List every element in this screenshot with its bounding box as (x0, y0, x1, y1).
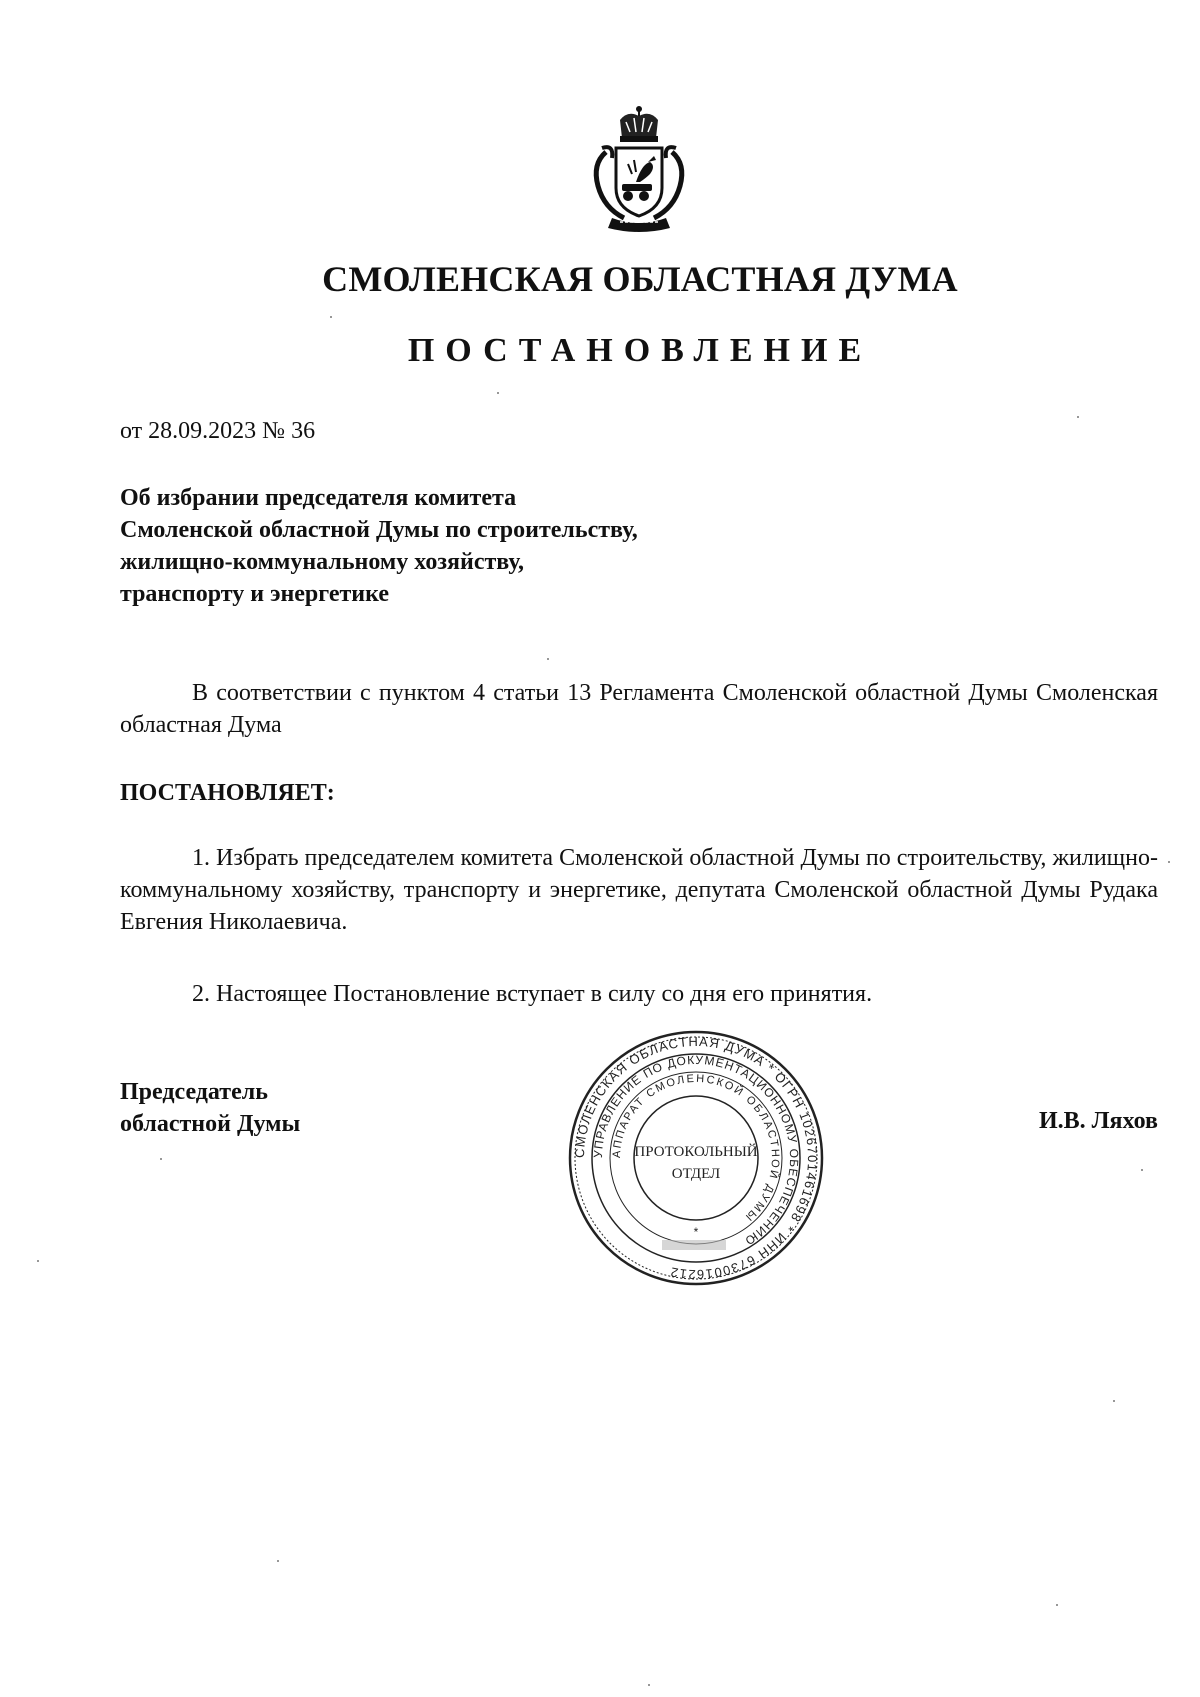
stamp-middle-text: УПРАВЛЕНИЕ ПО ДОКУМЕНТАЦИОННОМУ ОБЕСПЕЧЕНИЮ (590, 1052, 802, 1249)
signatory-title-line: Председатель (120, 1079, 268, 1105)
resolution-item-2: 2. Настоящее Постановление вступает в силу со дня его принятия. (192, 981, 873, 1007)
stamp-center-line: ОТДЕЛ (671, 1166, 721, 1182)
stamp-center-line: ПРОТОКОЛЬНЫЙ (634, 1144, 758, 1160)
document-date-number: от 28.09.2023 № 36 (120, 418, 316, 444)
scan-speck (547, 658, 549, 660)
scan-speck (277, 1560, 279, 1562)
scan-speck (1113, 1400, 1115, 1402)
stamp-outer-text: СМОЛЕНСКАЯ ОБЛАСТНАЯ ДУМА * ОГРН 1026701461698 * ИНН 6730016212 (571, 1033, 821, 1283)
document-subject (120, 482, 820, 610)
smolensk-coat-of-arms-icon (584, 104, 694, 236)
stamp-smudge (662, 1240, 726, 1250)
resolution-item-1: 1. Избрать председателем комитета Смоленской областной Думы по строительству, жилищно-коммунальному хозяйству, транспорту и энергетике, депутата Смоленской областной Думы Рудака Евгения Николаевича. (120, 845, 1158, 935)
scan-speck (1077, 416, 1079, 418)
scan-speck (1141, 1169, 1143, 1171)
scan-speck (1168, 861, 1170, 863)
subject-line: транспорту и энергетике (120, 581, 390, 607)
scan-speck (648, 1684, 650, 1686)
preamble-paragraph: В соответствии с пунктом 4 статьи 13 Регламента Смоленской областной Думы Смоленская областная Дума (120, 680, 1158, 738)
scan-speck (497, 392, 499, 394)
official-stamp (566, 1028, 826, 1288)
subject-line: жилищно-коммунальному хозяйству, (120, 549, 524, 575)
signatory-title-line: областной Думы (120, 1111, 301, 1137)
scan-speck (330, 316, 332, 318)
subject-line: Об избрании председателя комитета (120, 485, 517, 511)
scan-speck (160, 1158, 162, 1160)
resolves-heading: ПОСТАНОВЛЯЕТ: (120, 780, 335, 806)
organization-name: СМОЛЕНСКАЯ ОБЛАСТНАЯ ДУМА (322, 259, 958, 299)
signatory-title (120, 1076, 300, 1140)
subject-line: Смоленской областной Думы по строительству, (120, 517, 638, 543)
scan-speck (1056, 1604, 1058, 1606)
scan-speck (37, 1260, 39, 1262)
stamp-inner-text: АППАРАТ СМОЛЕНСКОЙ ОБЛАСТНОЙ ДУМЫ (610, 1072, 782, 1225)
stamp-star-icon: * (693, 1225, 699, 1239)
signatory-name: И.В. Ляхов (1039, 1108, 1158, 1134)
document-type: ПОСТАНОВЛЕНИЕ (407, 332, 873, 369)
